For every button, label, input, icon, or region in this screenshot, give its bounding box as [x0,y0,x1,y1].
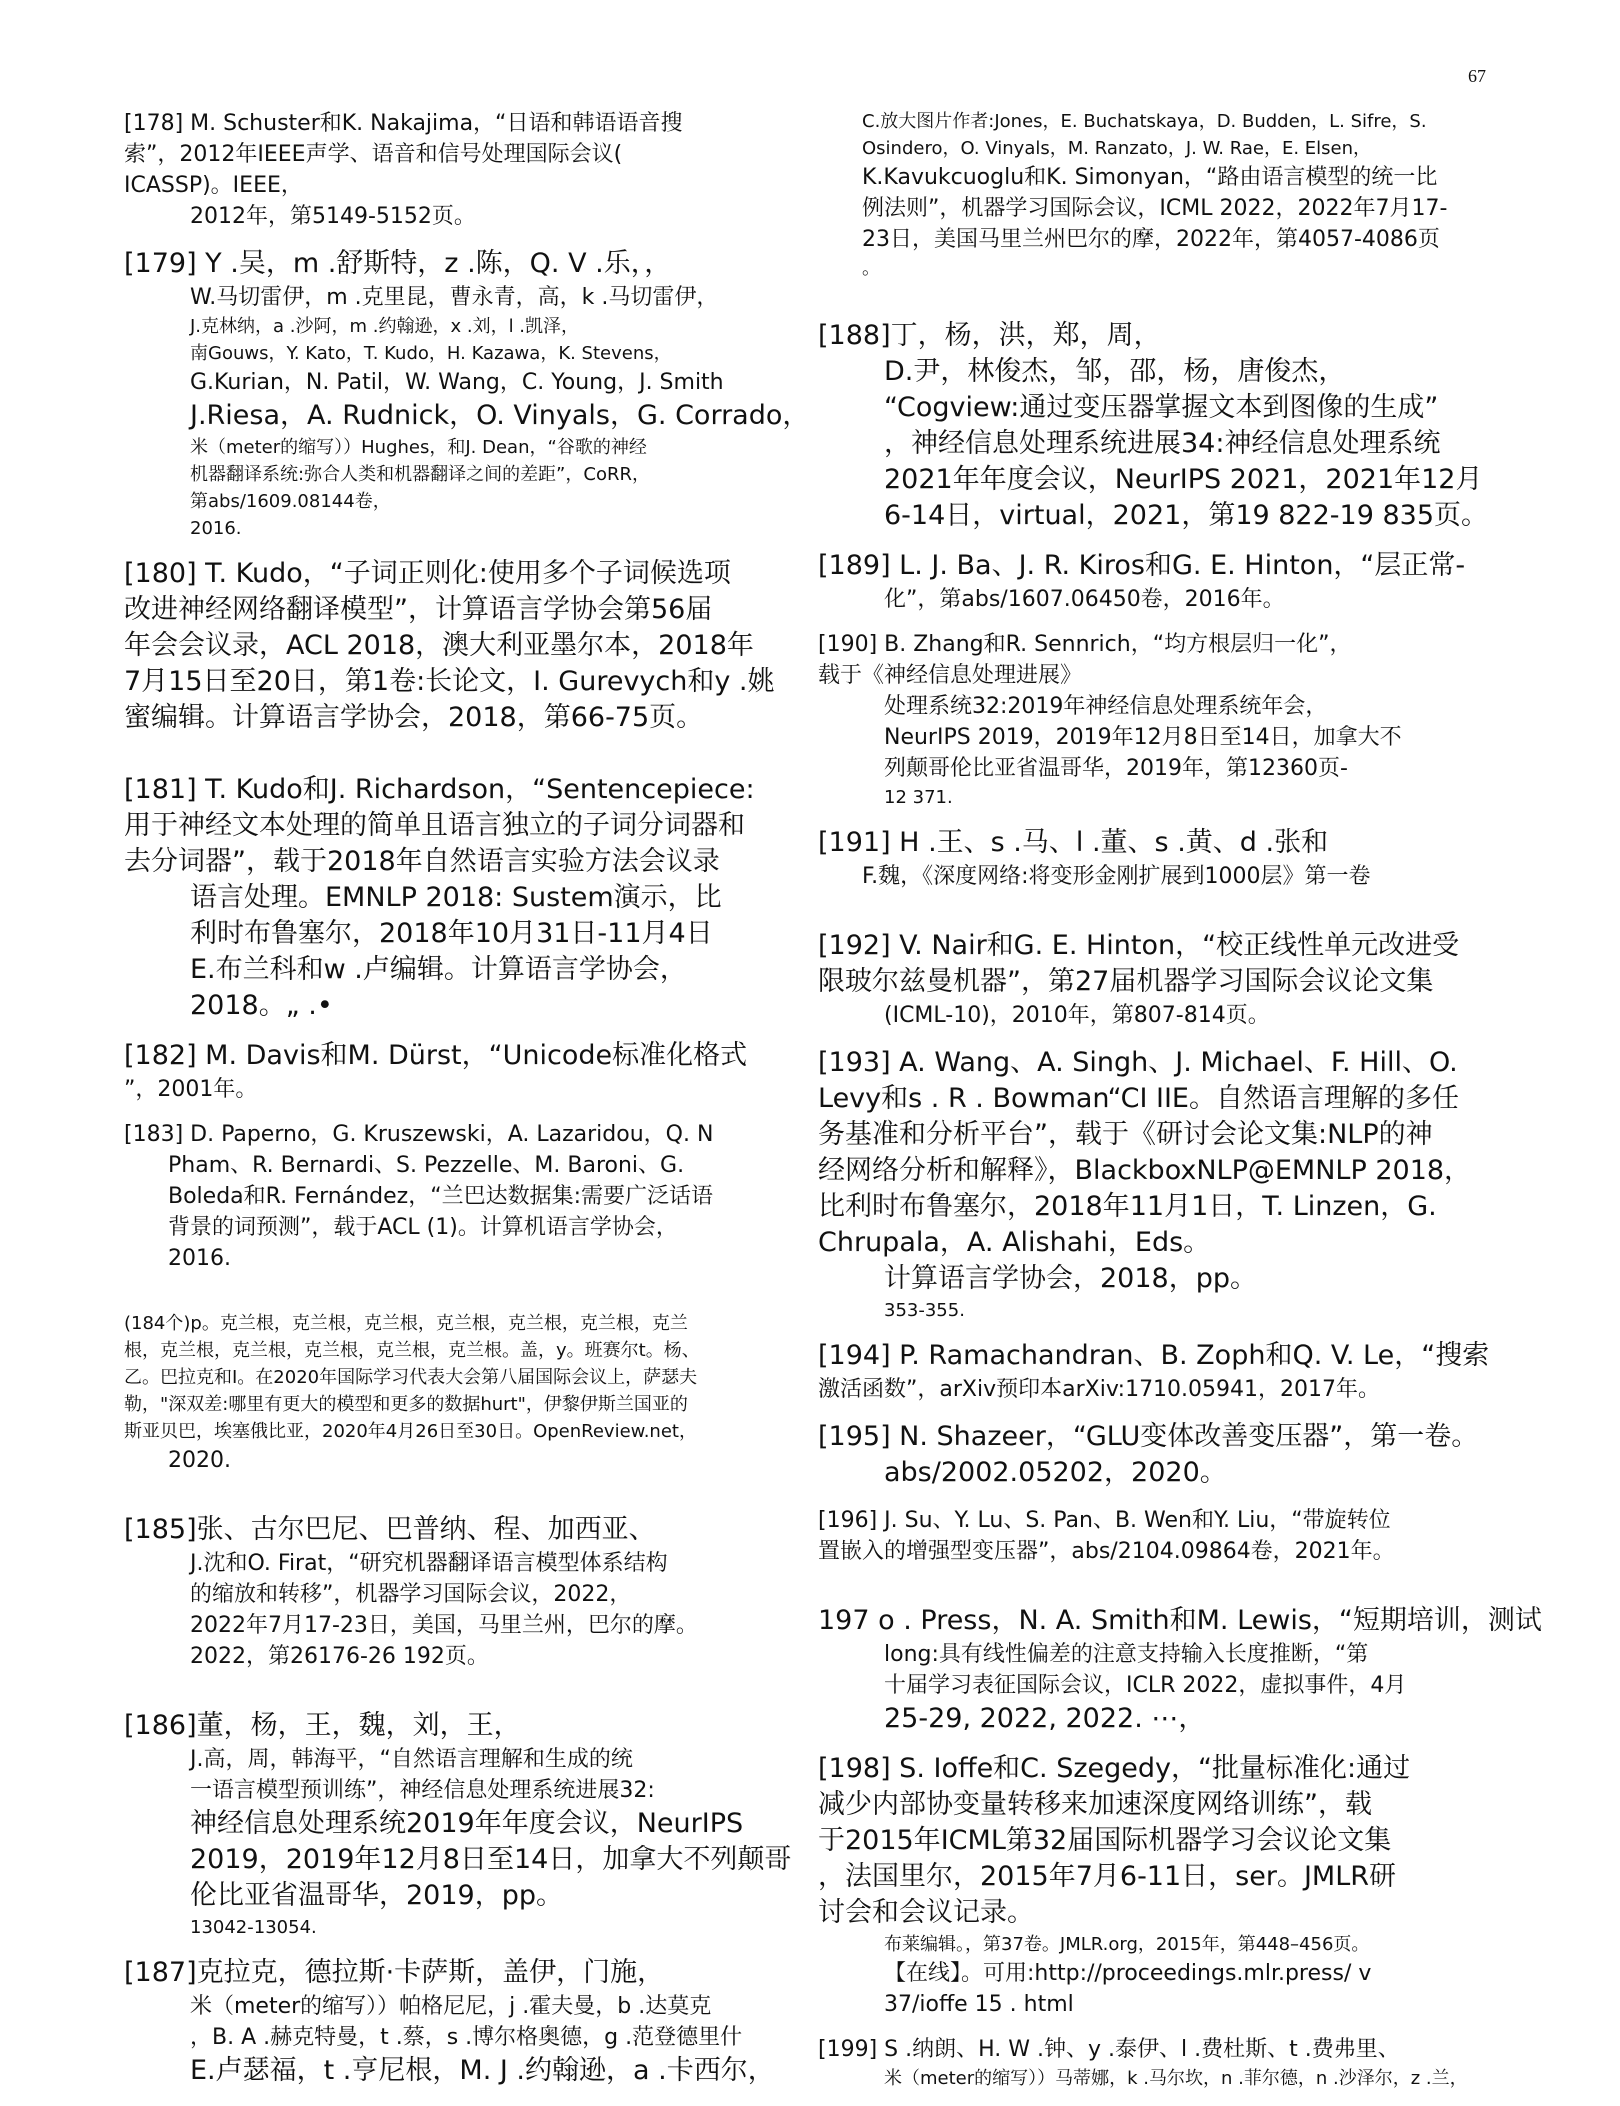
reference-line: 353-355. [884,1300,965,1321]
reference-188 [818,318,1534,534]
reference-line: 机器翻译系统:弥合人类和机器翻译之间的差距”，CoRR， [190,464,650,485]
reference-line: J.沈和O. Firat，“研究机器翻译语言模型体系结构 [190,1551,668,1576]
reference-192 [818,928,1534,1031]
reference-197 [818,1603,1542,1737]
reference-line: 减少内部协变量转移来加速深度网络训练”，载 [818,1789,1372,1820]
reference-line: 改进神经网络翻译模型”，计算语言学协会第56届 [124,594,713,625]
reference-198 [818,1751,1534,2020]
reference-line: [192] V. Nair和G. E. Hinton，“校正线性单元改进受 [818,930,1460,961]
reference-line: 计算语言学协会，2018，pp。 [884,1263,1257,1294]
reference-line: ，法国里尔，2015年7月6-11日，ser。JMLR研 [818,1861,1397,1892]
reference-line: E.布兰科和w .卢编辑。计算语言学协会， [190,954,687,985]
reference-line: G.Kurian，N. Patil，W. Wang，C. Young，J. Smith [190,370,724,395]
reference-line: long:具有线性偏差的注意支持输入长度推断，“第 [884,1642,1369,1667]
reference-line: 十届学习表征国际会议，ICLR 2022，虚拟事件，4月 [884,1673,1407,1698]
reference-line: 务基准和分析平台”，载于《研讨会论文集:NLP的神 [818,1119,1433,1150]
reference-line: 2016. [168,1246,231,1271]
reference-line: [199] S .纳朗、H. W .钟、y .泰伊、l .费杜斯、t .费弗里、 [818,2037,1400,2062]
reference-line: abs/2002.05202，2020。 [884,1457,1227,1488]
reference-line: Osindero，O. Vinyals，M. Ranzato，J. W. Rae，E. Elsen， [862,138,1372,159]
reference-line: 一语言模型预训练”，神经信息处理系统进展32: [190,1778,655,1803]
reference-line: K.Kavukcuoglu和K. Simonyan，“路由语言模型的统一比 [862,165,1438,190]
reference-line: [191] H .王、s .马、l .董、s .黄、d .张和 [818,827,1329,858]
reference-line: [195] N. Shazeer，“GLU变体改善变压器”，第一卷。 [818,1421,1479,1452]
reference-line: Chrupala，A. Alishahi，Eds。 [818,1227,1211,1258]
reference-line: 列颠哥伦比亚省温哥华，2019年，第12360页- [884,756,1348,781]
reference-line: Levy和s . R . Bowman“CI IIE。自然语言理解的多任 [818,1083,1459,1114]
reference-line: 【在线】。可用:http://proceedings.mlr.press/ v [884,1961,1372,1986]
reference-195 [818,1419,1534,1491]
reference-line: (184个)p。克兰根，克兰根，克兰根，克兰根，克兰根，克兰根，克兰 [124,1313,688,1334]
reference-199 [818,2034,1534,2092]
reference-line: NeurIPS 2019，2019年12月8日至14日，加拿大不 [884,725,1402,750]
reference-193 [818,1045,1534,1324]
reference-line: [194] P. Ramachandran、B. Zoph和Q. V. Le，“搜索 [818,1340,1490,1371]
reference-183 [124,1119,804,1274]
reference-182 [124,1038,804,1105]
reference-184 [124,1310,804,1476]
reference-line: 2020. [168,1448,231,1473]
reference-line: 语言处理。EMNLP 2018: Sustem演示，比 [190,882,722,913]
reference-line: 经网络分析和解释》，BlackboxNLP@EMNLP 2018， [818,1155,1472,1186]
reference-line: 蜜编辑。计算语言学协会，2018，第66-75页。 [124,702,704,733]
reference-line: 的缩放和转移”，机器学习国际会议，2022， [190,1582,632,1607]
reference-185 [124,1512,804,1672]
reference-line: [188]丁，杨，洪，郑，周， [818,320,1161,351]
reference-line: 2022，第26176-26 192页。 [190,1644,489,1669]
reference-line: 南Gouws，Y. Kato，T. Kudo，H. Kazawa，K. Stevens， [190,343,672,364]
reference-line: 12 371. [884,787,953,808]
reference-line: (ICML-10)，2010年，第807-814页。 [884,1003,1270,1028]
reference-line: 布莱编辑。，第37卷。JMLR.org，2015年，第448–456页。 [884,1934,1370,1955]
reference-line: 2021年年度会议，NeurIPS 2021，2021年12月 [884,464,1483,495]
reference-line: ICASSP)。IEEE， [124,173,303,198]
reference-line: D.尹，林俊杰，邹，邵，杨，唐俊杰， [884,356,1346,387]
reference-line: 神经信息处理系统2019年年度会议，NeurIPS [190,1808,744,1839]
reference-line: 勒，"深双差:哪里有更大的模型和更多的数据hurt"，伊黎伊斯兰国亚的 [124,1394,688,1415]
reference-line: 2022年7月17-23日，美国，马里兰州，巴尔的摩。 [190,1613,698,1638]
reference-line: 置嵌入的增强型变压器”，abs/2104.09864卷，2021年。 [818,1539,1395,1564]
reference-line: ，神经信息处理系统进展34:神经信息处理系统 [884,428,1441,459]
reference-line: 于2015年ICML第32届国际机器学习会议论文集 [818,1825,1392,1856]
reference-line: 2012年，第5149-5152页。 [190,204,476,229]
reference-line: [178] M. Schuster和K. Nakajima，“日语和韩语语音搜 [124,111,683,136]
reference-178 [124,108,804,232]
reference-line: 13042-13054. [190,1917,317,1938]
reference-line: F.魏，《深度网络:将变形金刚扩展到1000层》第一卷 [862,864,1371,889]
reference-line: 6-14日，virtual，2021，第19 822-19 835页。 [884,500,1489,531]
reference-line: [179] Y .吴，m .舒斯特，z .陈，Q. V .乐，， [124,248,672,279]
reference-line: C.放大图片作者:Jones，E. Buchatskaya，D. Budden，L. Sifre，S. [862,111,1427,132]
reference-line: 根，克兰根，克兰根，克兰根，克兰根，克兰根。盖，y。班赛尔t。杨、 [124,1340,700,1361]
reference-line: 米（meter的缩写））帕格尼尼，j .霍夫曼，b .达莫克 [190,1994,712,2019]
reference-line: J.克林纳，a .沙阿，m .约翰逊，x .刘，l .凯泽， [190,316,580,337]
reference-line: [196] J. Su、Y. Lu、S. Pan、B. Wen和Y. Liu，“带旋转位 [818,1508,1391,1533]
reference-line: Pham、R. Bernardi、S. Pezzelle、M. Baroni、G. [168,1153,685,1178]
reference-line: ”，2001年。 [124,1077,258,1102]
reference-line: J.高，周，韩海平，“自然语言理解和生成的统 [190,1747,633,1772]
reference-line: 乙。巴拉克和I。在2020年国际学习代表大会第八届国际会议上，萨瑟夫 [124,1367,698,1388]
reference-line: 伦比亚省温哥华，2019，pp。 [190,1880,563,1911]
reference-line: 米（meter的缩写））Hughes，和J. Dean，“谷歌的神经 [190,437,647,458]
right-column [818,108,1542,2106]
reference-line: E.卢瑟福，t .亨尼根，M. J .约翰逊，a .卡西尔， [190,2055,775,2086]
reference-187 [124,1955,804,2089]
reference-line: “Cogview:通过变压器掌握文本到图像的生成” [884,392,1439,423]
reference-line: 讨会和会议记录。 [818,1897,1034,1928]
reference-180 [124,556,804,736]
reference-line: [183] D. Paperno，G. Kruszewski，A. Lazaridou，Q. N [124,1122,714,1147]
reference-line: 197 o . Press，N. A. Smith和M. Lewis，“短期培训，测试 [818,1605,1542,1636]
reference-line: 载于《神经信息处理进展》 [818,663,1083,688]
reference-line: 7月15日至20日，第1卷:长论文，I. Gurevych和y .姚 [124,666,775,697]
reference-line: 2019，2019年12月8日至14日，加拿大不列颠哥 [190,1844,792,1875]
reference-187c [818,108,1534,282]
reference-line: 用于神经文本处理的简单且语言独立的子词分词器和 [124,810,745,841]
reference-line: 背景的词预测”，载于ACL (1)。计算机语言学协会， [168,1215,678,1240]
left-column [124,108,810,2103]
reference-line: 年会会议录，ACL 2018，澳大利亚墨尔本，2018年 [124,630,754,661]
reference-line: [189] L. J. Ba、J. R. Kiros和G. E. Hinton，“层正常- [818,550,1466,581]
page-number: 67 [1468,66,1486,86]
reference-line: 斯亚贝巴，埃塞俄比亚，2020年4月26日至30日。OpenReview.net， [124,1421,697,1442]
reference-196 [818,1505,1534,1567]
reference-line: 2018。„ .• [190,990,333,1021]
reference-line: [198] S. Ioffe和C. Szegedy，“批量标准化:通过 [818,1753,1411,1784]
reference-179 [124,246,810,542]
reference-line: J.Riesa，A. Rudnick，O. Vinyals，G. Corrado， [190,400,810,431]
reference-line: ，B. A .赫克特曼，t .蔡，s .博尔格奥德，g .范登德里什 [190,2025,743,2050]
reference-186 [124,1708,804,1941]
reference-line: 处理系统32:2019年神经信息处理系统年会， [884,694,1328,719]
reference-190 [818,629,1534,811]
reference-line: [182] M. Davis和M. Dürst，“Unicode标准化格式 [124,1040,748,1071]
reference-line: [190] B. Zhang和R. Sennrich，“均方根层归一化”， [818,632,1352,657]
reference-line: 去分词器”，载于2018年自然语言实验方法会议录 [124,846,720,877]
reference-line: [186]董，杨，王，魏，刘，王， [124,1710,521,1741]
reference-181 [124,772,804,1024]
reference-line: 23日，美国马里兰州巴尔的摩，2022年，第4057-4086页 [862,227,1440,252]
reference-line: 米（meter的缩写））马蒂娜，k .马尔坎，n .菲尔德，n .沙泽尔，z .兰， [884,2068,1468,2089]
reference-line: [180] T. Kudo，“子词正则化:使用多个子词候选项 [124,558,731,589]
reference-line: 利时布鲁塞尔，2018年10月31日-11月4日 [190,918,713,949]
reference-line: [187]克拉克，德拉斯·卡萨斯，盖伊，门施， [124,1957,665,1988]
reference-line: Boleda和R. Fernández，“兰巴达数据集:需要广泛话语 [168,1184,714,1209]
reference-line: [185]张、古尔巴尼、巴普纳、程、加西亚、 [124,1514,656,1545]
reference-189 [818,548,1534,615]
reference-line: W.马切雷伊，m .克里昆，曹永青，高，k .马切雷伊， [190,285,719,310]
reference-194 [818,1338,1534,1405]
reference-line: 比利时布鲁塞尔，2018年11月1日，T. Linzen，G. [818,1191,1437,1222]
reference-line: 限玻尔兹曼机器”，第27届机器学习国际会议论文集 [818,966,1434,997]
reference-line: 。 [862,258,880,279]
reference-line: 37/ioffe 15 . html [884,1992,1074,2017]
reference-line: 化”，第abs/1607.06450卷，2016年。 [884,587,1285,612]
reference-191 [818,825,1534,892]
reference-line: 25-29, 2022, 2022. ⋯， [884,1703,1206,1734]
reference-line: [193] A. Wang、A. Singh、J. Michael、F. Hill、O. [818,1047,1458,1078]
reference-line: 2016. [190,518,242,539]
reference-line: [181] T. Kudo和J. Richardson，“Sentencepiece: [124,774,755,805]
reference-line: 例法则”，机器学习国际会议，ICML 2022，2022年7月17- [862,196,1448,221]
reference-line: 第abs/1609.08144卷， [190,491,391,512]
reference-line: 激活函数”，arXiv预印本arXiv:1710.05941，2017年。 [818,1377,1381,1402]
reference-line: 索”，2012年IEEE声学、语音和信号处理国际会议( [124,142,623,167]
